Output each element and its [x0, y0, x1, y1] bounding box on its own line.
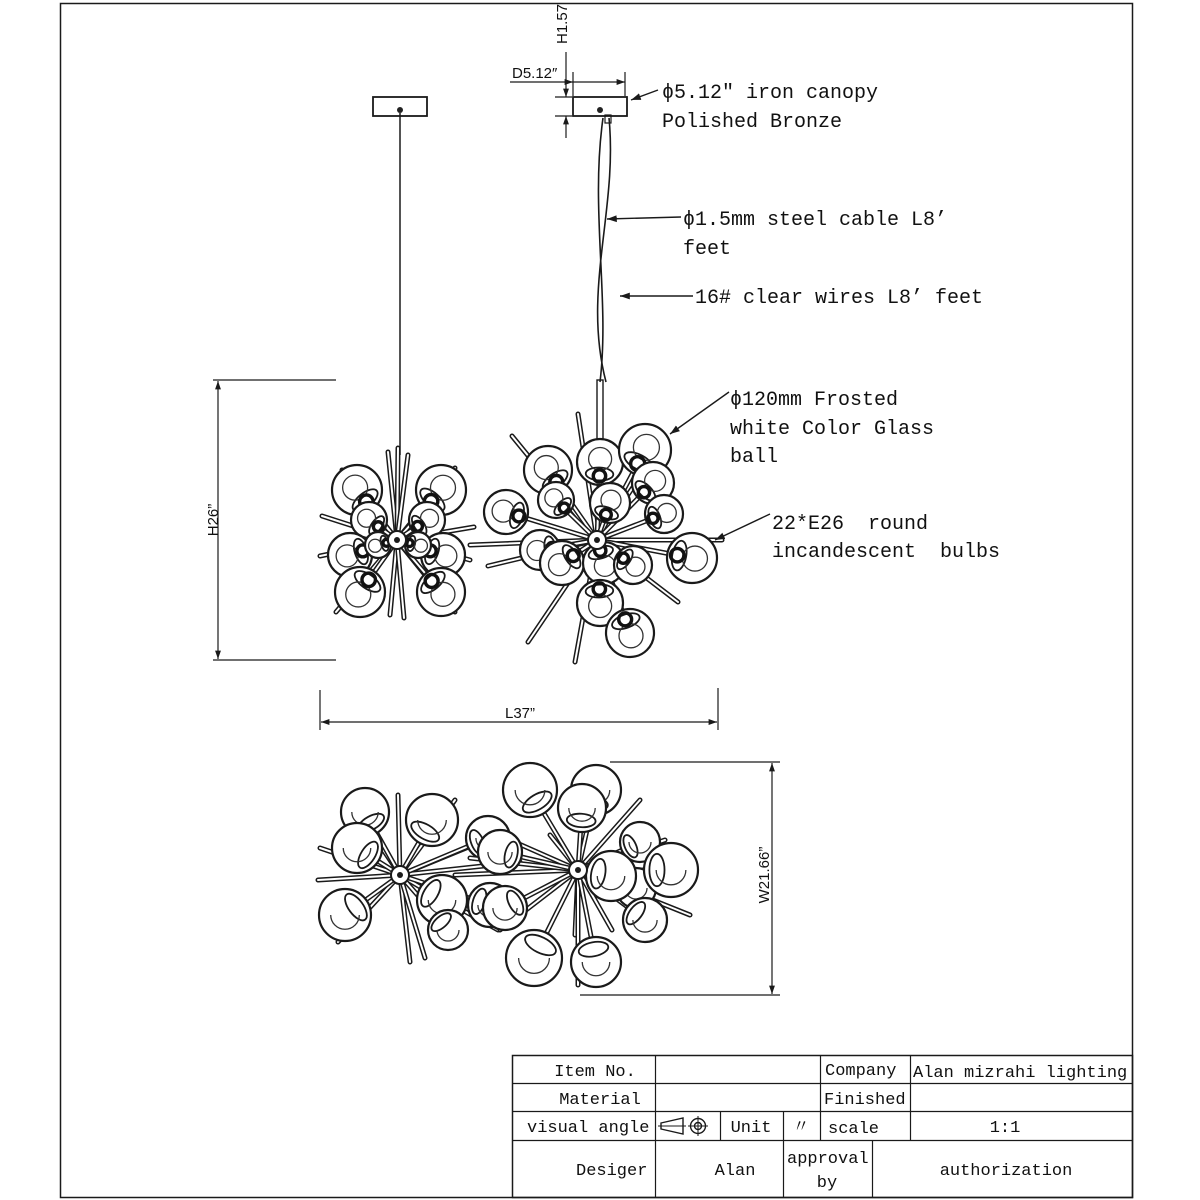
glass-ball: [571, 937, 621, 987]
material-label: Material: [559, 1091, 641, 1110]
glass-ball: [644, 843, 698, 897]
glass-ball: [590, 483, 630, 523]
spike-rod: [318, 875, 400, 880]
approval-label-line: approval: [787, 1150, 869, 1169]
glass-ball: [645, 495, 683, 533]
top-right-cluster: [455, 763, 698, 987]
finished-label: Finished: [824, 1091, 906, 1110]
glass-ball: [332, 823, 382, 873]
glass-ball: [428, 910, 468, 950]
front-right-cluster: [470, 414, 722, 662]
glass-ball: [614, 546, 652, 584]
title-block: [512, 1055, 1133, 1198]
right-canopy: [573, 97, 627, 116]
approval-label-line: by: [816, 1174, 838, 1193]
company-label: Company: [825, 1062, 897, 1081]
glass-ball: [623, 898, 667, 942]
center-hub-dot: [397, 872, 403, 878]
glass-ball: [484, 490, 528, 534]
glass-ball: [606, 609, 654, 657]
callout-text-line: ϕ1.5mm steel cable L8’: [683, 209, 948, 232]
callout-text-line: ϕ5.12″ iron canopy: [662, 82, 879, 105]
width-label: W21.66”: [756, 846, 773, 904]
unit-label: Unit: [730, 1119, 772, 1138]
spike-rod: [397, 540, 404, 618]
callout-text-line: ϕ120mm Frosted: [730, 389, 899, 412]
canopy-diameter-label: D5.12″: [512, 65, 558, 82]
callout-text-line: white Color Glass: [730, 418, 935, 441]
length-label: L37”: [504, 705, 536, 722]
callout-text-line: 16# clear wires L8’ feet: [695, 287, 984, 310]
glass-ball: [558, 784, 606, 832]
glass-ball: [586, 851, 636, 901]
center-hub-dot: [575, 867, 581, 873]
glass-ball: [506, 930, 562, 986]
glass-ball: [365, 532, 391, 558]
down-rod: [597, 380, 603, 442]
scale-label: scale: [828, 1120, 880, 1139]
glass-ball: [478, 830, 522, 874]
glass-ball: [483, 886, 527, 930]
callout-text-line: incandescent bulbs: [772, 541, 1001, 564]
callout-text-line: Polished Bronze: [662, 111, 843, 134]
callout-wires: [620, 287, 983, 310]
leader-line: [715, 514, 770, 540]
callout-text-line: ball: [730, 446, 779, 469]
left-canopy-hook: [397, 107, 403, 113]
company-value: Alan mizrahi lighting: [913, 1064, 1128, 1083]
designer-value: Alan: [714, 1162, 756, 1181]
front-view: [320, 97, 722, 662]
dimension-length: [320, 688, 718, 730]
dimension-height: [205, 380, 336, 660]
glass-ball: [405, 532, 431, 558]
dimension-canopy-diameter: [510, 65, 625, 96]
spike-rod: [398, 795, 400, 875]
top-view: [318, 763, 698, 987]
callout-text-line: 22*E26 round: [772, 513, 929, 536]
unit-value: 〃: [792, 1119, 810, 1138]
scale-value: 1:1: [989, 1119, 1021, 1138]
designer-label: Desiger: [576, 1162, 648, 1181]
leader-line: [607, 217, 681, 219]
glass-ball: [406, 794, 458, 846]
right-canopy-hook: [597, 107, 603, 113]
spike-rod: [455, 870, 578, 875]
projection-symbol-icon: [658, 1116, 708, 1136]
center-hub-dot: [594, 537, 600, 543]
glass-ball: [335, 567, 385, 617]
leader-line: [631, 90, 658, 100]
center-hub-dot: [394, 537, 400, 543]
glass-ball: [577, 439, 623, 485]
glass-ball: [417, 568, 465, 616]
visual-angle-label: visual angle: [527, 1119, 650, 1138]
glass-ball: [667, 533, 717, 583]
glass-ball: [319, 889, 371, 941]
glass-ball: [503, 763, 557, 817]
callout-bulbs: [715, 513, 1000, 564]
callout-text-line: feet: [683, 238, 732, 261]
item-no-label: Item No.: [554, 1063, 636, 1082]
height-label: H26”: [205, 503, 222, 537]
glass-ball: [540, 541, 584, 585]
canopy-height-label: H1.57: [554, 3, 571, 45]
leader-line: [670, 392, 729, 434]
front-left-cluster: [320, 448, 474, 618]
callout-glass-ball: [670, 389, 934, 469]
callout-canopy: [631, 82, 878, 134]
glass-ball: [538, 482, 574, 518]
authorization-label: authorization: [939, 1162, 1073, 1181]
callout-cable: [607, 209, 947, 261]
